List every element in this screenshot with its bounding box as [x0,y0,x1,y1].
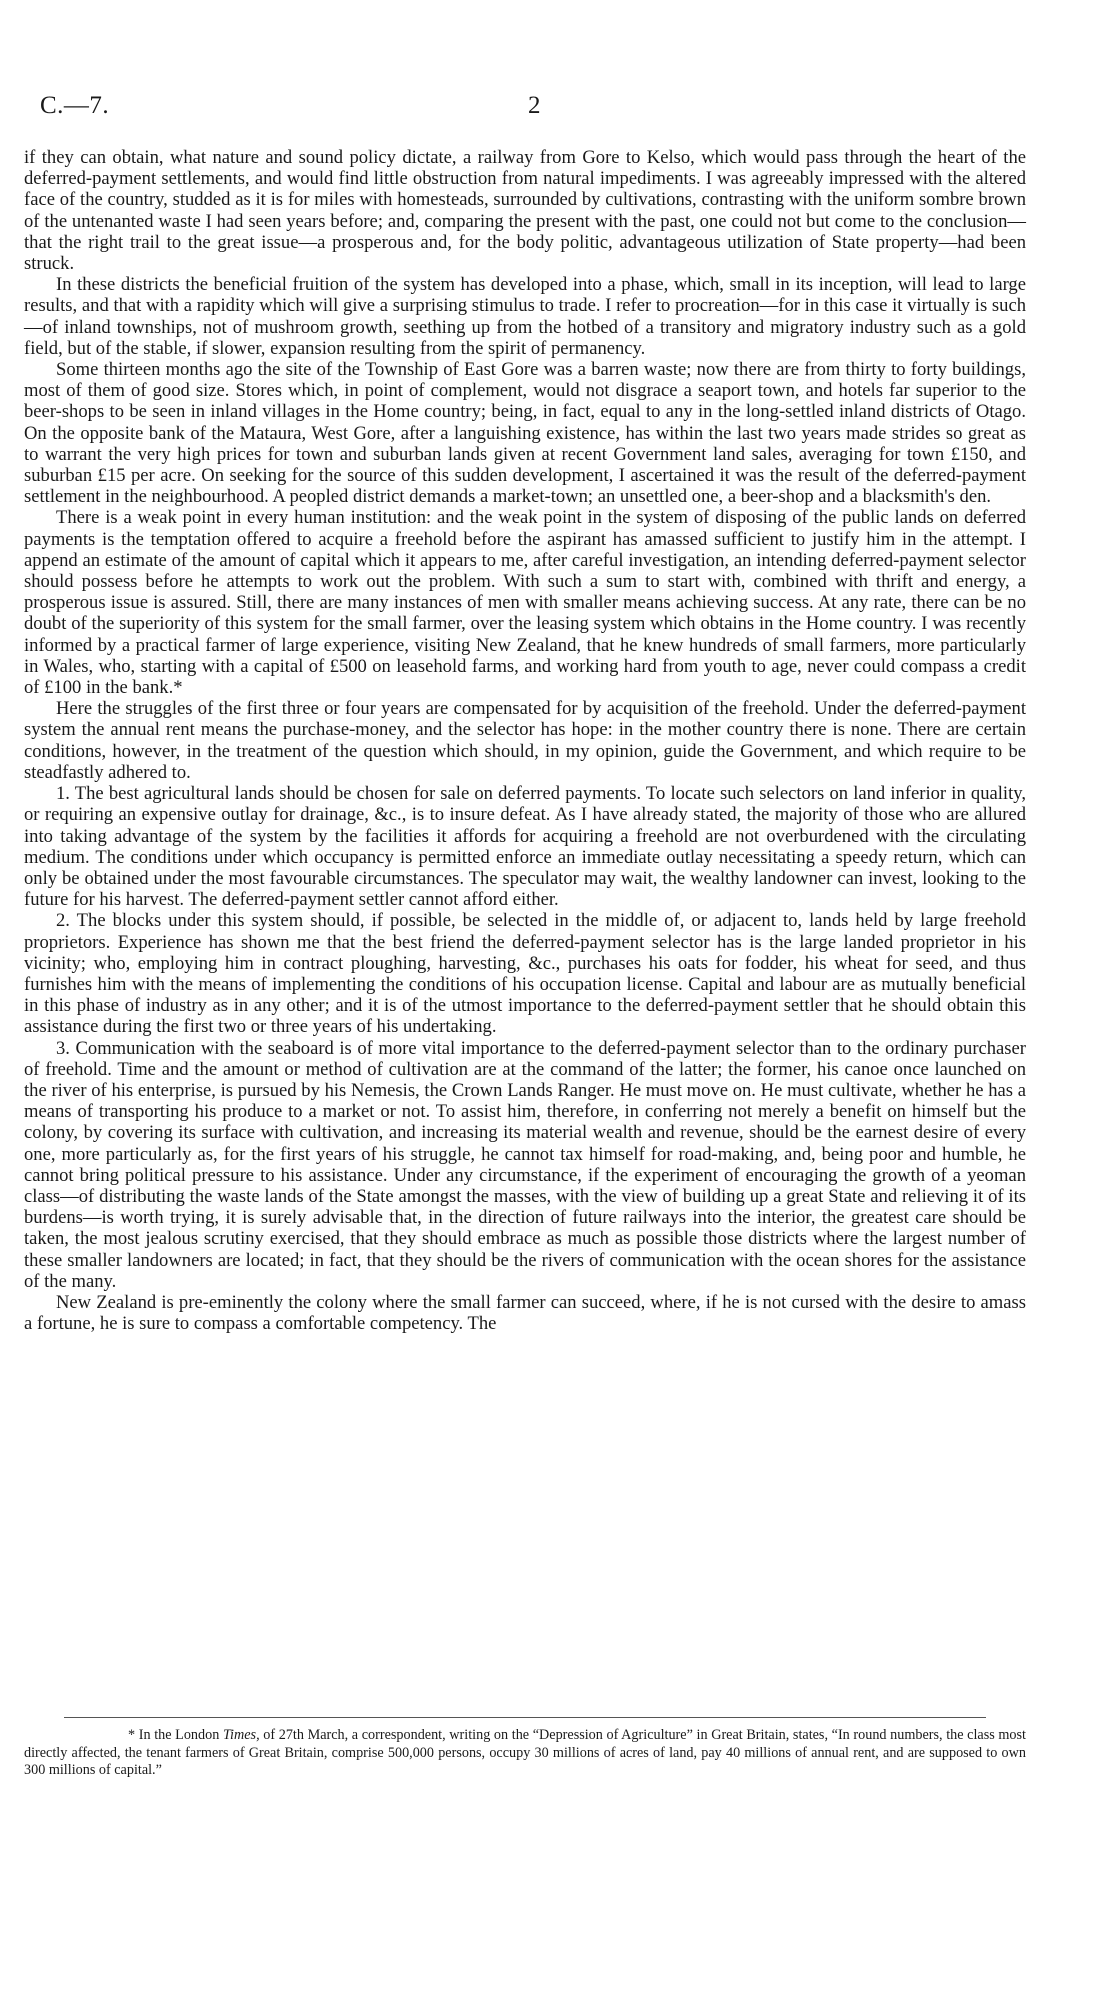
footnote-body: of 27th March, a correspondent, writing on the “Depression of Agriculture” in Great Britain, states, “In round numbers, the class most directly affected, the tenant farmers of Great Britain, comprise 500,000 persons, occupy 30 millions of acres of land, pay 40 millions of annual rent, and are supposed to own 300 millions of capital.” [24,1727,1026,1778]
document-code: C.—7. [40,92,110,119]
paragraph-townships: In these districts the beneficial fruition of the system has developed into a phase, which, small in its inception, will lead to large results, and that with a rapidity which will give a surprising stimulus to trade. I refer to procreation—for in this case it virtually is such—of inland townships, not of mushroom growth, seething up from the hotbed of a transitory and migratory industry such as a gold field, but of the stable, if slower, expansion resulting from the spirit of permanency. [24,274,1026,359]
footnote [24,1727,1026,1780]
paragraph-condition-1: 1. The best agricultural lands should be chosen for sale on deferred payments. To locate such selectors on land inferior in quality, or requiring an expensive outlay for drainage, &c., is to insure defeat. As I have already stated, the majority of those who are allured into taking advantage of the system by the facilities it affords for acquiring a freehold are not overburdened with the circulating medium. The conditions under which occupancy is permitted enforce an immediate outlay necessitating a speedy return, which can only be obtained under the most favourable circumstances. The speculator may wait, the wealthy landowner can invest, looking to the future for his harvest. The deferred-payment settler cannot afford either. [24,783,1026,911]
page-number: 2 [528,92,541,119]
page-header [40,92,1040,122]
paragraph-weak-point: There is a weak point in every human institution: and the weak point in the system of disposing of the public lands on deferred payments is the temptation offered to acquire a freehold before the aspirant has amassed sufficient to justify him in the attempt. I append an estimate of the amount of capital which it appears to me, after careful investigation, an intending deferred-payment selector should possess before he attempts to work out the problem. With such a sum to start with, combined with thrift and energy, a prosperous issue is assured. Still, there are many instances of men with smaller means achieving success. At any rate, there can be no doubt of the superiority of this system for the small farmer, over the leasing system which obtains in the Home country. I was recently informed by a practical farmer of large experience, visiting New Zealand, that he knew hundreds of small farmers, more particularly in Wales, who, starting with a capital of £500 on leasehold farms, and working hard from youth to age, never could compass a credit of £100 in the bank.* [24,507,1026,699]
paragraph-continuation: if they can obtain, what nature and sound policy dictate, a railway from Gore to Kelso, which would pass through the heart of the deferred-payment settlements, and would find little obstruction from natural impediments. I was agreeably impressed with the altered face of the country, studded as it is for miles with homesteads, surrounded by cultivations, contrasting with the uniform sombre brown of the untenanted waste I had seen years before; and, comparing the present with the past, one could not but come to the conclusion—that the right trail to the great issue—a prosperous and, for the body politic, advantageous utilization of State property—had been struck. [24,147,1026,275]
paragraph-new-zealand: New Zealand is pre-eminently the colony where the small farmer can succeed, where, if he is not cursed with the desire to amass a fortune, he is sure to compass a comfortable competency. The [24,1291,1026,1335]
footnote-text [24,1727,1026,1780]
paragraph-freehold: Here the struggles of the first three or four years are compensated for by acquisition of the freehold. Under the deferred-payment system the annual rent means the purchase-money, and the selector has hope: in the mother country there is none. There are certain conditions, however, in the treatment of the question which should, in my opinion, guide the Government, and which require to be steadfastly adhered to. [24,698,1026,783]
paragraph-condition-3: 3. Communication with the seaboard is of more vital importance to the deferred-payment selector than to the ordinary purchaser of freehold. Time and the amount or method of cultivation are at the command of the latter; the former, his canoe once launched on the river of his enterprise, is pursued by his Nemesis, the Crown Lands Ranger. He must move on. He must cultivate, whether he has a means of transporting his produce to a market or not. To assist him, therefore, in conferring not merely a benefit on himself but the colony, by covering its surface with cultivation, and increasing its material wealth and revenue, should be the earnest desire of every one, more particularly as, for the first years of his struggle, he cannot tax himself for road-making, and, being poor and humble, he cannot bring political pressure to his assistance. Under any circumstance, if the experiment of encouraging the growth of a yeoman class—of distributing the waste lands of the State amongst the masses, with the view of building up a great State and relieving it of its burdens—is worth trying, it is surely advisable that, in the direction of future railways into the interior, the greatest care should be taken, the most jealous scrutiny exercised, that they should embrace as much as possible those districts where the largest number of these smaller landowners are located; in fact, that they should be the rivers of communication with the ocean shores for the assistance of the many. [24,1037,1026,1292]
paragraph-condition-2: 2. The blocks under this system should, if possible, be selected in the middle of, or adjacent to, lands held by large freehold proprietors. Experience has shown me that the best friend the deferred-payment selector has is the large landed proprietor in his vicinity; who, employing him in contract ploughing, harvesting, &c., purchases his oats for fodder, his wheat for seed, and thus furnishes him with the means of implementing the conditions of his occupation license. Capital and labour are as mutually beneficial in this phase of industry as in any other; and it is of the utmost importance to the deferred-payment settler that he should obtain this assistance during the first two or three years of his undertaking. [24,910,1026,1038]
footnote-divider [64,1717,986,1718]
footnote-newspaper-title: Times, [222,1727,260,1743]
paragraph-east-gore: Some thirteen months ago the site of the Township of East Gore was a barren waste; now there are from thirty to forty buildings, most of them of good size. Stores which, in point of complement, would not disgrace a seaport town, and hotels far superior to the beer-shops to be seen in inland villages in the Home country; being, in fact, equal to any in the long-settled inland districts of Otago. On the opposite bank of the Mataura, West Gore, after a languishing existence, has within the last two years made strides so great as to warrant the very high prices for town and suburban lands given at recent Government land sales, averaging for town £150, and suburban £15 per acre. On seeking for the source of this sudden development, I ascertained it was the result of the deferred-payment settlement in the neighbourhood. A peopled district demands a market-town; an unsettled one, a beer-shop and a blacksmith's den. [24,359,1026,508]
footnote-lead: * In the London [128,1727,223,1743]
body-text [24,147,1026,1334]
